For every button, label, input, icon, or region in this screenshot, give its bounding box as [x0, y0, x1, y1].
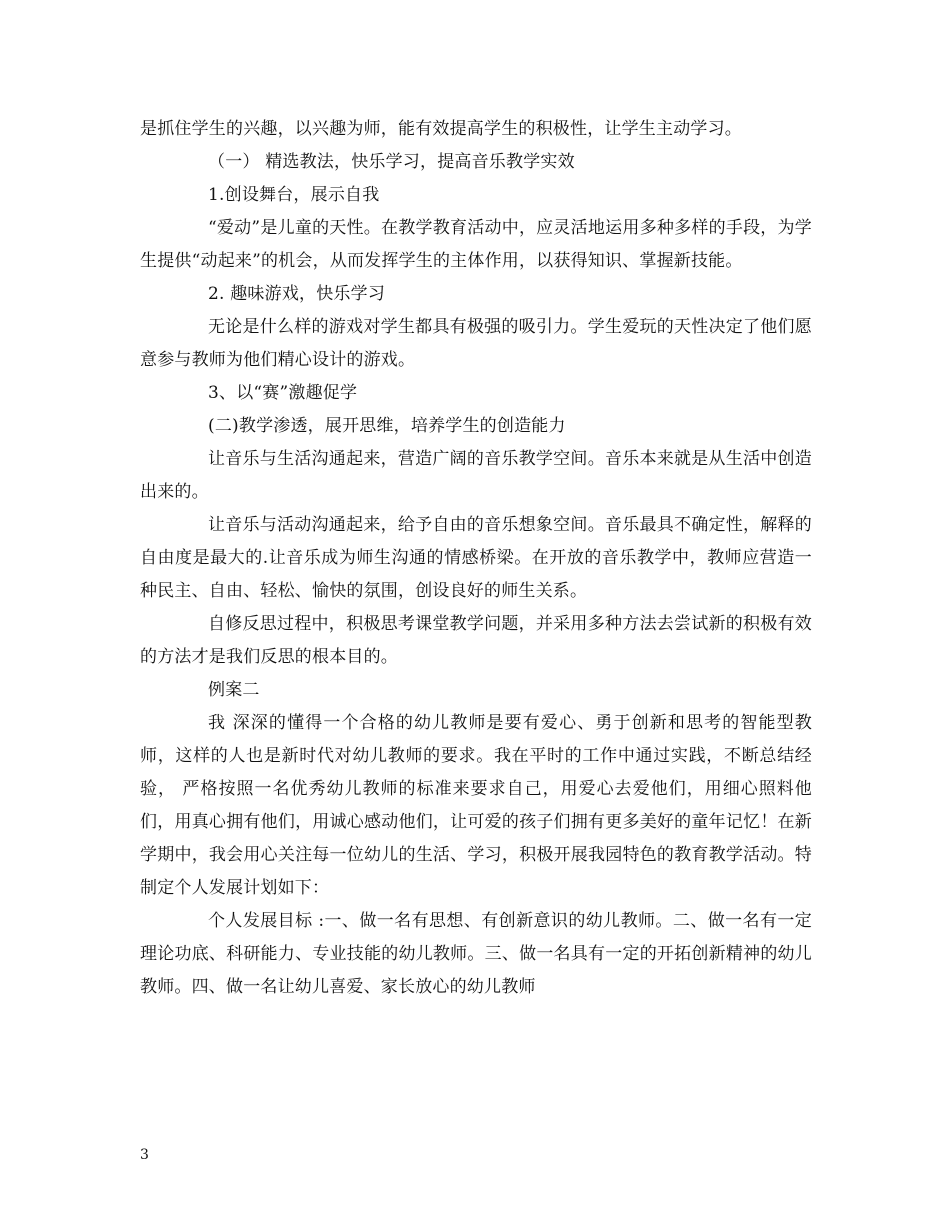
paragraph-8: 个人发展目标 :一、做一名有思想、有创新意识的幼儿教师。二、做一名有一定理论功底、科研能力、专业技能的幼儿教师。三、做一名具有一定的开拓创新精神的幼儿教师。四、做一名让幼儿喜爱、家长放心的幼儿教师: [140, 911, 812, 997]
paragraph-1: 是抓住学生的兴趣，以兴趣为师，能有效提高学生的积极性，让学生主动学习。: [140, 119, 742, 139]
subheading-1: 1.创设舞台，展示自我: [208, 185, 380, 205]
case-heading: 例案二: [208, 680, 260, 700]
paragraph-6: 自修反思过程中，积极思考课堂教学问题，并采用多种方法去尝试新的积极有效的方法才是我们反思的根本目的。: [140, 614, 812, 667]
paragraph-5: 让音乐与活动沟通起来，给予自由的音乐想象空间。音乐最具不确定性，解释的自由度是最大的.让音乐成为师生沟通的情感桥梁。在开放的音乐教学中，教师应营造一种民主、自由、轻松、愉快的氛围，创设良好的师生关系。: [140, 515, 812, 601]
paragraph-7: 我 深深的懂得一个合格的幼儿教师是要有爱心、勇于创新和思考的智能型教师，这样的人也是新时代对幼儿教师的要求。我在平时的工作中通过实践，不断总结经验， 严格按照一名优秀幼儿教师的标准来要求自己，用爱心去爱他们，用细心照料他们，用真心拥有他们，用诚心感动他们，让可爱的孩子们拥有更多美好的童年记忆！在新学期中，我会用心关注每一位幼儿的生活、学习，积极开展我园特色的教育教学活动。特制定个人发展计划如下：: [140, 713, 812, 898]
subheading-2: 2. 趣味游戏，快乐学习: [208, 284, 386, 304]
section-heading-2: (二)教学渗透，展开思维，培养学生的创造能力: [208, 416, 566, 436]
subheading-3: 3、以“赛”激趣促学: [208, 383, 358, 403]
document-body: [140, 113, 812, 1004]
page-number: 3: [140, 1147, 149, 1163]
paragraph-3: 无论是什么样的游戏对学生都具有极强的吸引力。学生爱玩的天性决定了他们愿意参与教师为他们精心设计的游戏。: [140, 317, 812, 370]
paragraph-4: 让音乐与生活沟通起来，营造广阔的音乐教学空间。音乐本来就是从生活中创造出来的。: [140, 449, 812, 502]
section-heading-1: （一） 精选教法，快乐学习，提高音乐教学实效: [208, 152, 575, 172]
paragraph-2: “爱动”是儿童的天性。在教学教育活动中，应灵活地运用多种多样的手段，为学生提供“动起来”的机会，从而发挥学生的主体作用，以获得知识、掌握新技能。: [140, 218, 812, 271]
